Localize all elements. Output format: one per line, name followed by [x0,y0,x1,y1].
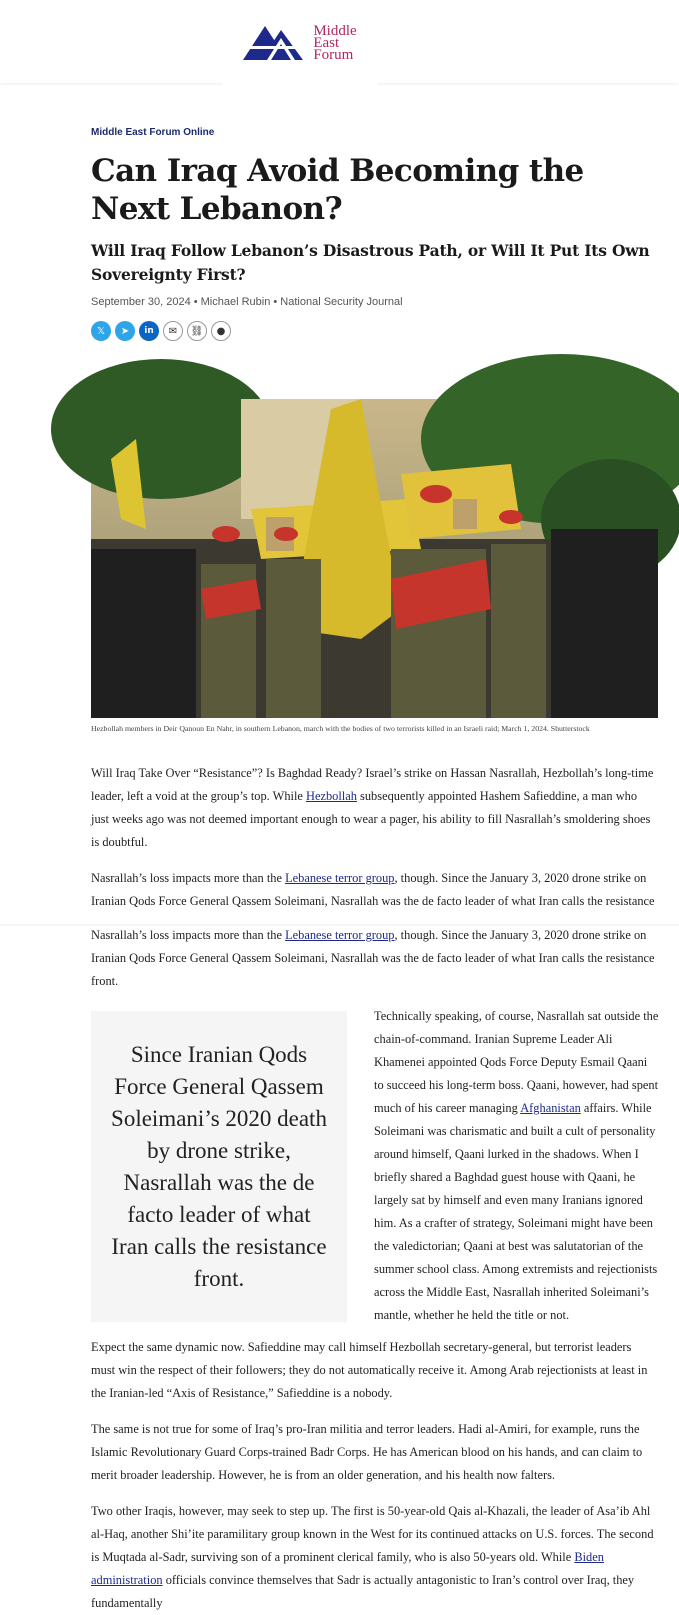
paragraph-2: Nasrallah’s loss impacts more than the Lebanese terror group, though. Since the January 3, 2020 drone strike on Iranian Qods Force General Qassem Soleimani, Nasrallah was the de facto leader of what Iran calls the resistance [91,871,655,908]
paragraph-3: Nasrallah’s loss impacts more than the Lebanese terror group, though. Since the January 3, 2020 drone strike on Iranian Qods Force General Qassem Soleimani, Nasrallah was the de facto leader of what Iran calls the resistance front. [91,928,655,988]
paragraph-6: The same is not true for some of Iraq’s pro-Iran militia and terror leaders. Hadi al-Amiri, for example, runs the Islamic Revolutionary Guard Corps-trained Badr Corps. He has American blood on his hands, and can claim to merit broader leadership. However, he is from an older generation, and his health now falters. [91,1422,643,1482]
article-title: Can Iraq Avoid Becoming the Next Lebanon? [91,153,584,227]
hero-image [91,399,658,718]
paragraph-4: Technically speaking, of course, Nasrallah sat outside the chain-of-command. Iranian Supreme Leader Ali Khamenei appointed Qods Force Deputy Esmail Qaani to succeed his long-term boss. Qaani, however, had spent much of his career managing Afghanistan affairs. While Soleimani was charismatic and built a cult of personality around himself, Qaani lurked in the shadows. When I briefly shared a Baghdad guest house with Qaani, he largely sat by himself and even many Iranians ignored him. As a crafter of strategy, Soleimani might have been the valedictorian; Qaani at best was salutatorian of the summer school class. Among extremists and rejectionists across the Middle East, Nasrallah inherited Soleimani’s mantle, whether he held the title or not. [374,1009,659,1322]
article-subtitle: Will Iraq Follow Lebanon’s Disastrous Path, or Will It Put Its Own Sovereignty First? [91,241,650,284]
pull-quote [91,1011,347,1322]
hezbollah-link[interactable]: Hezbollah [306,789,357,803]
more-share-icon[interactable]: ● [211,321,231,341]
article-byline: September 30, 2024 • Michael Rubin • National Security Journal [91,296,403,308]
logo-wordmark [313,25,356,61]
logo-line-1: Middle [313,23,357,39]
telegram-share-icon[interactable]: ➤ [115,321,135,341]
paragraph-1: Will Iraq Take Over “Resistance”? Is Baghdad Ready? Israel’s strike on Hassan Nasrallah, Hezbollah’s long-time leader, left a void at the group’s top. While Hezbollah subsequently appointed Hashem Safieddine, a man who just weeks ago was not deemed important enough to wear a pager, his ability to fill Nasrallah’s smoldering shoes is doubtful. [91,766,654,849]
x-share-icon[interactable]: 𝕏 [91,321,111,341]
lebanese-terror-group-link[interactable]: Lebanese terror group [285,871,395,885]
share-bar [91,321,231,341]
logo-mark-icon [243,24,309,62]
afghanistan-link[interactable]: Afghanistan [520,1101,581,1115]
paragraph-5: Expect the same dynamic now. Safieddine may call himself Hezbollah secretary-general, but terrorist leaders must win the respect of their followers; they do not automatically receive it. Among Arab rejectionists at least in the Iranian-led “Axis of Resistance,” Safieddine is a nobody. [91,1340,648,1400]
hero-caption: Hezbollah members in Deir Qanoun En Nahr, in southern Lebanon, march with the bodies of two terrorists killed in an Israeli raid; March 1, 2024. Shutterstock [91,724,590,733]
biden-administration-link[interactable]: Biden administration [91,1550,604,1587]
site-logo[interactable] [222,0,378,86]
logo-line-2: East [313,35,340,51]
lebanese-terror-group-link-2[interactable]: Lebanese terror group [285,928,395,942]
pull-quote-text: Since Iranian Qods Force General Qassem Soleimani’s 2020 death by drone strike, Nasrallah was the de facto leader of what Iran calls the resistance front. [111,1042,327,1291]
hero-photo [91,399,658,718]
linkedin-share-icon[interactable]: in [139,321,159,341]
email-share-icon[interactable]: ✉ [163,321,183,341]
logo-line-3: Forum [313,47,354,63]
copy-link-icon[interactable]: ⛓ [187,321,207,341]
paragraph-7: Two other Iraqis, however, may seek to step up. The first is 50-year-old Qais al-Khazali, the leader of Asa’ib Ahl al-Haq, another Shi’ite paramilitary group known in the West for its continued attacks on U.S. forces. The second is Muqtada al-Sadr, surviving son of a prominent clerical family, who is also 50-years old. While Biden administration officials convince themselves that Sadr is actually antagonistic to Iran’s control over Iraq, they fundamentally [91,1504,654,1610]
article-kicker[interactable]: Middle East Forum Online [91,127,215,138]
